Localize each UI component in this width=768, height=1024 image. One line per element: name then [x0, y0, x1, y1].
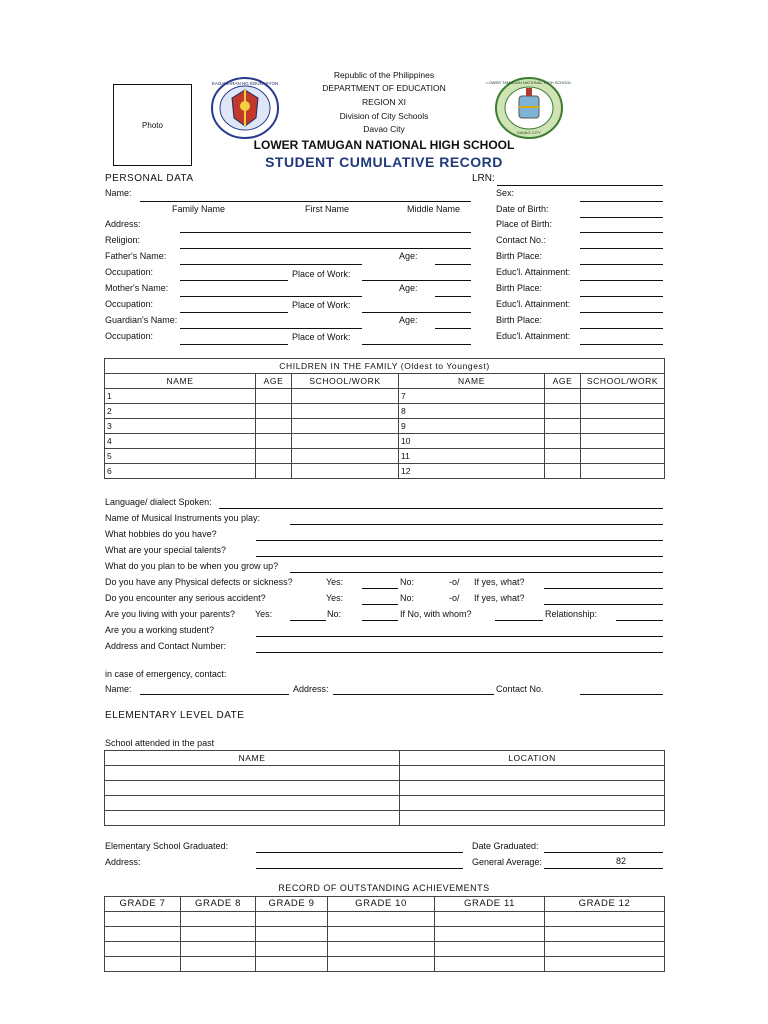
mother-educ-field[interactable]	[580, 312, 663, 313]
achievement-cell[interactable]	[435, 912, 545, 927]
defects-slash: -o/	[449, 577, 460, 587]
children-header-name-2: NAME	[399, 374, 545, 389]
religion-field[interactable]	[180, 248, 471, 249]
children-header-age: AGE	[256, 374, 292, 389]
general-average-label: General Average:	[472, 857, 542, 867]
school-location-cell[interactable]	[400, 781, 665, 796]
first-name-caption: First Name	[305, 204, 350, 214]
children-header-name: NAME	[105, 374, 256, 389]
defects-label: Do you have any Physical defects or sickness?	[105, 577, 293, 587]
name-field[interactable]	[140, 201, 471, 202]
school-attended-label: School attended in the past	[105, 738, 215, 748]
accident-slash: -o/	[449, 593, 460, 603]
defects-what-field[interactable]	[544, 588, 663, 589]
father-birth-place-field[interactable]	[580, 264, 663, 265]
guardian-educ-label: Educ'l. Attainment:	[496, 331, 571, 341]
child-name-cell[interactable]: 11	[399, 449, 545, 464]
grade-10-header: GRADE 10	[328, 897, 435, 912]
talents-label: What are your special talents?	[105, 545, 227, 555]
child-school-cell[interactable]	[292, 464, 399, 479]
achievement-cell[interactable]	[181, 927, 256, 942]
sex-label: Sex:	[496, 188, 515, 198]
child-age-cell[interactable]	[545, 434, 581, 449]
child-age-cell[interactable]	[256, 389, 292, 404]
achievements-title: RECORD OF OUTSTANDING ACHIEVEMENTS	[278, 883, 490, 893]
defects-yes-field[interactable]	[362, 588, 398, 589]
child-school-cell[interactable]	[292, 449, 399, 464]
child-name-cell[interactable]: 9	[399, 419, 545, 434]
if-no-label: If No, with whom?	[400, 609, 472, 619]
fathers-name-label: Father's Name:	[105, 251, 167, 261]
mother-age-label: Age:	[399, 283, 418, 293]
child-school-cell[interactable]	[292, 434, 399, 449]
hobbies-label: What hobbies do you have?	[105, 529, 217, 539]
guardian-occupation-field[interactable]	[180, 344, 288, 345]
elementary-address-field[interactable]	[256, 868, 463, 869]
father-occupation-label: Occupation:	[105, 267, 154, 277]
emergency-name-label: Name:	[105, 684, 132, 694]
elementary-address-label: Address:	[105, 857, 141, 867]
table-row	[105, 796, 665, 811]
table-row	[105, 942, 665, 957]
father-educ-field[interactable]	[580, 280, 663, 281]
children-table	[104, 358, 665, 479]
table-row	[105, 464, 665, 479]
child-age-cell[interactable]	[256, 434, 292, 449]
defects-yes-label: Yes:	[326, 577, 344, 587]
lrn-field[interactable]	[497, 185, 663, 186]
child-school-cell[interactable]	[581, 464, 665, 479]
instruments-label: Name of Musical Instruments you play:	[105, 513, 261, 523]
child-name-cell[interactable]: 12	[399, 464, 545, 479]
achievements-table	[104, 896, 665, 972]
general-average-value: 82	[615, 856, 626, 866]
accident-yes-field[interactable]	[362, 604, 398, 605]
achievement-cell[interactable]	[105, 912, 181, 927]
school-name: LOWER TAMUGAN NATIONAL HIGH SCHOOL	[253, 138, 515, 152]
achievement-cell[interactable]	[256, 912, 328, 927]
children-header-school-2: SCHOOL/WORK	[581, 374, 665, 389]
middle-name-caption: Middle Name	[407, 204, 461, 214]
achievement-cell[interactable]	[256, 942, 328, 957]
date-graduated-label: Date Graduated:	[472, 841, 539, 851]
father-age-field[interactable]	[435, 264, 471, 265]
table-row	[105, 927, 665, 942]
mother-birth-place-label: Birth Place:	[496, 283, 543, 293]
grade-7-header: GRADE 7	[105, 897, 181, 912]
language-label: Language/ dialect Spoken:	[105, 497, 212, 507]
school-name-cell[interactable]	[105, 796, 400, 811]
accident-if-yes-label: If yes, what?	[474, 593, 525, 603]
school-seal-city: DAVAO CITY	[517, 130, 541, 135]
department-label: DEPARTMENT OF EDUCATION	[322, 83, 446, 93]
achievement-cell[interactable]	[181, 942, 256, 957]
relationship-label: Relationship:	[545, 609, 598, 619]
fathers-name-field[interactable]	[180, 264, 362, 265]
child-age-cell[interactable]	[256, 464, 292, 479]
achievement-cell[interactable]	[256, 957, 328, 972]
mother-occupation-field[interactable]	[180, 312, 288, 313]
child-age-cell[interactable]	[545, 449, 581, 464]
instruments-field[interactable]	[290, 524, 663, 525]
personal-data-heading: PERSONAL DATA	[105, 173, 194, 184]
deped-seal-icon	[210, 76, 280, 140]
date-graduated-field[interactable]	[544, 852, 663, 853]
achievement-cell[interactable]	[181, 912, 256, 927]
achievement-cell[interactable]	[435, 942, 545, 957]
emergency-contact-field[interactable]	[580, 694, 663, 695]
page-title: STUDENT CUMULATIVE RECORD	[265, 154, 503, 170]
defects-if-yes-label: If yes, what?	[474, 577, 525, 587]
school-location-cell[interactable]	[400, 796, 665, 811]
guardian-age-label: Age:	[399, 315, 418, 325]
guardians-name-field[interactable]	[180, 328, 362, 329]
living-label: Are you living with your parents?	[105, 609, 236, 619]
child-name-cell[interactable]: 5	[105, 449, 256, 464]
children-title: CHILDREN IN THE FAMILY (Oldest to Youngest)	[105, 359, 665, 374]
schools-header-location: LOCATION	[400, 751, 665, 766]
child-school-cell[interactable]	[581, 419, 665, 434]
republic-label: Republic of the Philippines	[333, 70, 435, 80]
elementary-graduated-field[interactable]	[256, 852, 463, 853]
achievement-cell[interactable]	[328, 957, 435, 972]
date-of-birth-label: Date of Birth:	[496, 204, 549, 214]
school-seal-icon	[486, 76, 572, 140]
name-label: Name:	[105, 188, 132, 198]
address-field[interactable]	[180, 232, 471, 233]
mother-work-field[interactable]	[362, 312, 471, 313]
achievement-cell[interactable]	[105, 957, 181, 972]
contact-no-label: Contact No.:	[496, 235, 547, 245]
achievement-cell[interactable]	[105, 942, 181, 957]
child-name-cell[interactable]: 6	[105, 464, 256, 479]
emergency-name-field[interactable]	[140, 694, 289, 695]
achievement-cell[interactable]	[328, 942, 435, 957]
guardian-occupation-label: Occupation:	[105, 331, 154, 341]
accident-label: Do you encounter any serious accident?	[105, 593, 266, 603]
family-name-caption: Family Name	[172, 204, 226, 214]
child-name-cell[interactable]: 7	[399, 389, 545, 404]
school-location-cell[interactable]	[400, 766, 665, 781]
child-age-cell[interactable]	[256, 449, 292, 464]
living-no-field[interactable]	[362, 620, 398, 621]
relationship-field[interactable]	[616, 620, 663, 621]
guardian-birth-place-label: Birth Place:	[496, 315, 543, 325]
mother-occupation-label: Occupation:	[105, 299, 154, 309]
child-age-cell[interactable]	[256, 419, 292, 434]
table-row	[105, 912, 665, 927]
place-of-birth-label: Place of Birth:	[496, 219, 553, 229]
child-name-cell[interactable]: 2	[105, 404, 256, 419]
emergency-address-field[interactable]	[333, 694, 494, 695]
deped-seal-text: KAGAWARAN NG EDUKASYON	[211, 81, 279, 86]
child-age-cell[interactable]	[545, 389, 581, 404]
photo-label: Photo	[142, 120, 163, 130]
mother-educ-label: Educ'l. Attainment:	[496, 299, 571, 309]
region-label: REGION XI	[362, 97, 406, 107]
school-location-cell[interactable]	[400, 811, 665, 826]
guardian-educ-field[interactable]	[580, 344, 663, 345]
school-name-cell[interactable]	[105, 766, 400, 781]
guardian-work-label: Place of Work:	[292, 332, 351, 342]
achievement-cell[interactable]	[545, 942, 665, 957]
sex-field[interactable]	[580, 201, 663, 202]
achievement-cell[interactable]	[545, 957, 665, 972]
table-row	[105, 957, 665, 972]
address-contact-label: Address and Contact Number:	[105, 641, 227, 651]
children-header-age-2: AGE	[545, 374, 581, 389]
child-name-cell[interactable]: 8	[399, 404, 545, 419]
date-of-birth-field[interactable]	[580, 217, 663, 218]
child-age-cell[interactable]	[545, 464, 581, 479]
table-row	[105, 449, 665, 464]
mother-work-label: Place of Work:	[292, 300, 351, 310]
religion-label: Religion:	[105, 235, 141, 245]
language-field[interactable]	[219, 508, 663, 509]
grade-12-header: GRADE 12	[545, 897, 665, 912]
child-school-cell[interactable]	[581, 389, 665, 404]
working-field[interactable]	[256, 636, 663, 637]
child-age-cell[interactable]	[545, 419, 581, 434]
grade-9-header: GRADE 9	[256, 897, 328, 912]
father-work-label: Place of Work:	[292, 269, 351, 279]
address-label: Address:	[105, 219, 141, 229]
school-seal-text: LOWER TAMUGAN NATIONAL HIGH SCHOOL	[486, 80, 572, 85]
achievement-cell[interactable]	[435, 927, 545, 942]
talents-field[interactable]	[256, 556, 663, 557]
emergency-contact-label: Contact No.	[496, 684, 544, 694]
hobbies-field[interactable]	[256, 540, 663, 541]
child-name-cell[interactable]: 3	[105, 419, 256, 434]
achievement-cell[interactable]	[328, 927, 435, 942]
photo-box	[113, 84, 192, 166]
guardian-age-field[interactable]	[435, 328, 471, 329]
father-birth-place-label: Birth Place:	[496, 251, 543, 261]
mother-age-field[interactable]	[435, 296, 471, 297]
living-no-label: No:	[327, 609, 342, 619]
child-school-cell[interactable]	[581, 434, 665, 449]
achievement-cell[interactable]	[181, 957, 256, 972]
achievement-cell[interactable]	[545, 927, 665, 942]
defects-no-label: No:	[400, 577, 415, 587]
guardian-work-field[interactable]	[362, 344, 471, 345]
address-contact-field[interactable]	[256, 652, 663, 653]
achievement-cell[interactable]	[328, 912, 435, 927]
elementary-graduated-label: Elementary School Graduated:	[105, 841, 229, 851]
father-age-label: Age:	[399, 251, 418, 261]
schools-table	[104, 750, 665, 826]
table-row	[105, 434, 665, 449]
plan-field[interactable]	[290, 572, 663, 573]
grade-11-header: GRADE 11	[435, 897, 545, 912]
city-label: Davao City	[363, 124, 405, 134]
achievement-cell[interactable]	[545, 912, 665, 927]
guardian-birth-place-field[interactable]	[580, 328, 663, 329]
place-of-birth-field[interactable]	[580, 232, 663, 233]
schools-header-name: NAME	[105, 751, 400, 766]
working-label: Are you a working student?	[105, 625, 215, 635]
father-educ-label: Educ'l. Attainment:	[496, 267, 571, 277]
contact-no-field[interactable]	[580, 248, 663, 249]
child-name-cell[interactable]: 1	[105, 389, 256, 404]
guardians-name-label: Guardian's Name:	[105, 315, 178, 325]
emergency-address-label: Address:	[293, 684, 329, 694]
table-row	[105, 419, 665, 434]
mothers-name-label: Mother's Name:	[105, 283, 169, 293]
emergency-label: in case of emergency, contact:	[105, 669, 227, 679]
mother-birth-place-field[interactable]	[580, 296, 663, 297]
achievement-cell[interactable]	[256, 927, 328, 942]
child-age-cell[interactable]	[545, 404, 581, 419]
child-school-cell[interactable]	[292, 419, 399, 434]
living-yes-label: Yes:	[255, 609, 273, 619]
father-work-field[interactable]	[362, 280, 471, 281]
division-label: Division of City Schools	[339, 111, 429, 121]
achievement-cell[interactable]	[435, 957, 545, 972]
achievement-cell[interactable]	[105, 927, 181, 942]
living-yes-field[interactable]	[290, 620, 326, 621]
table-row	[105, 389, 665, 404]
accident-what-field[interactable]	[544, 604, 663, 605]
child-name-cell[interactable]: 4	[105, 434, 256, 449]
child-school-cell[interactable]	[292, 404, 399, 419]
accident-no-label: No:	[400, 593, 415, 603]
children-header-school: SCHOOL/WORK	[292, 374, 399, 389]
child-name-cell[interactable]: 10	[399, 434, 545, 449]
grade-8-header: GRADE 8	[181, 897, 256, 912]
plan-label: What do you plan to be when you grow up?	[105, 561, 279, 571]
child-age-cell[interactable]	[256, 404, 292, 419]
accident-yes-label: Yes:	[326, 593, 344, 603]
school-name-cell[interactable]	[105, 781, 400, 796]
child-school-cell[interactable]	[581, 449, 665, 464]
school-name-cell[interactable]	[105, 811, 400, 826]
lrn-label: LRN:	[472, 173, 495, 184]
table-row	[105, 766, 665, 781]
general-average-field[interactable]	[544, 868, 663, 869]
table-row	[105, 404, 665, 419]
table-row	[105, 781, 665, 796]
living-whom-field[interactable]	[495, 620, 543, 621]
elementary-heading: ELEMENTARY LEVEL DATE	[105, 710, 245, 721]
table-row	[105, 811, 665, 826]
father-occupation-field[interactable]	[180, 280, 288, 281]
mothers-name-field[interactable]	[180, 296, 362, 297]
child-school-cell[interactable]	[292, 389, 399, 404]
child-school-cell[interactable]	[581, 404, 665, 419]
